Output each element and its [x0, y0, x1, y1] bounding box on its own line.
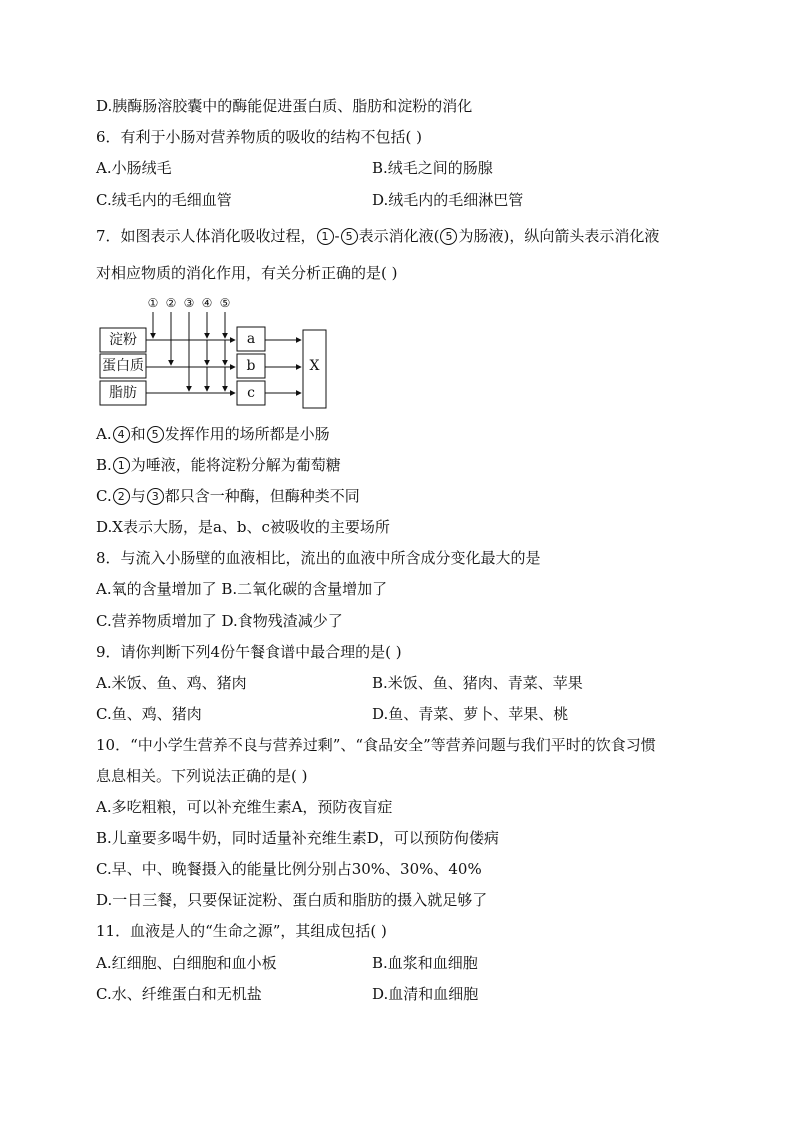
q9-option-a: A.米饭、鱼、鸡、猪肉 — [96, 674, 247, 692]
dash: - — [334, 227, 340, 245]
circle-5c: 5 — [147, 426, 164, 443]
q10-option-b: B.儿童要多喝牛奶，同时适量补充维生素D，可以预防佝偻病 — [96, 829, 499, 847]
q7-option-b — [96, 455, 341, 475]
q6-option-d: D.绒毛内的毛细淋巴管 — [372, 191, 524, 209]
q6-option-c: C.绒毛内的毛细血管 — [96, 191, 232, 209]
q11-option-d: D.血清和血细胞 — [372, 985, 479, 1003]
label-3: ③ — [183, 296, 195, 310]
q9-stem: 9．请你判断下列4份午餐食谱中最合理的是( ) — [96, 643, 402, 661]
circle-5b: 5 — [440, 228, 457, 245]
q7-stem-suffix: 为肠液)，纵向箭头表示消化液 — [458, 227, 660, 245]
q10-stem-line1: 10．“中小学生营养不良与营养过剩”、“食品安全”等营养问题与我们平时的饮食习惯 — [96, 736, 656, 754]
q7-stem-prefix: 7．如图表示人体消化吸收过程， — [96, 227, 316, 245]
q7-stem-line1 — [96, 226, 659, 246]
q7-c-prefix: C. — [96, 487, 112, 505]
label-protein: 蛋白质 — [102, 358, 144, 374]
q8-stem: 8．与流入小肠壁的血液相比，流出的血液中所含成分变化最大的是 — [96, 549, 541, 567]
q6-option-b: B.绒毛之间的肠腺 — [372, 159, 493, 177]
q9-option-c: C.鱼、鸡、猪肉 — [96, 705, 202, 723]
q11-stem: 11．血液是人的“生命之源”，其组成包括( ) — [96, 922, 387, 940]
q7-option-a — [96, 424, 330, 444]
label-fat: 脂肪 — [109, 385, 137, 401]
label-1: ① — [147, 296, 159, 310]
q11-option-a: A.红细胞、白细胞和血小板 — [96, 954, 277, 972]
q9-option-d: D.鱼、青菜、萝卜、苹果、桃 — [372, 705, 569, 723]
q11-option-c: C.水、纤维蛋白和无机盐 — [96, 985, 262, 1003]
q7-c-mid: 与 — [130, 487, 146, 505]
q11-option-b: B.血浆和血细胞 — [372, 954, 478, 972]
q7-b-prefix: B. — [96, 456, 112, 474]
circle-5: 5 — [341, 228, 358, 245]
q7-c-suffix: 都只含一种酶，但酶种类不同 — [164, 487, 360, 505]
q7-option-d: D.X表示大肠，是a、b、c被吸收的主要场所 — [96, 518, 390, 536]
label-5: ⑤ — [219, 296, 231, 310]
q7-stem-line2: 对相应物质的消化作用，有关分析正确的是( ) — [96, 264, 398, 282]
label-b: b — [246, 358, 256, 374]
q10-option-c: C.早、中、晚餐摄入的能量比例分别占30%、30%、40% — [96, 860, 482, 878]
label-c: c — [247, 385, 255, 401]
q8-options-ab: A.氧的含量增加了 B.二氧化碳的含量增加了 — [96, 580, 388, 598]
q5-option-d: D.胰酶肠溶胶囊中的酶能促进蛋白质、脂肪和淀粉的消化 — [96, 97, 473, 115]
q6-stem: 6．有利于小肠对营养物质的吸收的结构不包括( ) — [96, 128, 423, 146]
circle-1: 1 — [317, 228, 334, 245]
label-starch: 淀粉 — [109, 332, 137, 348]
q7-a-prefix: A. — [96, 425, 112, 443]
q8-options-cd: C.营养物质增加了 D.食物残渣减少了 — [96, 612, 343, 630]
label-a: a — [246, 331, 256, 347]
q7-a-mid: 和 — [130, 425, 146, 443]
label-4: ④ — [201, 296, 213, 310]
digestion-diagram — [96, 292, 336, 412]
circle-1b: 1 — [113, 457, 130, 474]
circle-3: 3 — [147, 488, 164, 505]
q10-option-d: D.一日三餐，只要保证淀粉、蛋白质和脂肪的摄入就足够了 — [96, 891, 488, 909]
q6-option-a: A.小肠绒毛 — [96, 159, 172, 177]
q7-a-suffix: 发挥作用的场所都是小肠 — [164, 425, 330, 443]
circle-4: 4 — [113, 426, 130, 443]
q10-option-a: A.多吃粗粮，可以补充维生素A，预防夜盲症 — [96, 798, 393, 816]
label-2: ② — [165, 296, 177, 310]
q7-option-c — [96, 486, 360, 506]
q7-b-suffix: 为唾液，能将淀粉分解为葡萄糖 — [130, 456, 341, 474]
q10-stem-line2: 息息相关。下列说法正确的是( ) — [96, 767, 308, 785]
label-x: X — [309, 358, 320, 374]
q9-option-b: B.米饭、鱼、猪肉、青菜、苹果 — [372, 674, 583, 692]
q7-stem-mid: 表示消化液( — [358, 227, 440, 245]
circle-2: 2 — [113, 488, 130, 505]
